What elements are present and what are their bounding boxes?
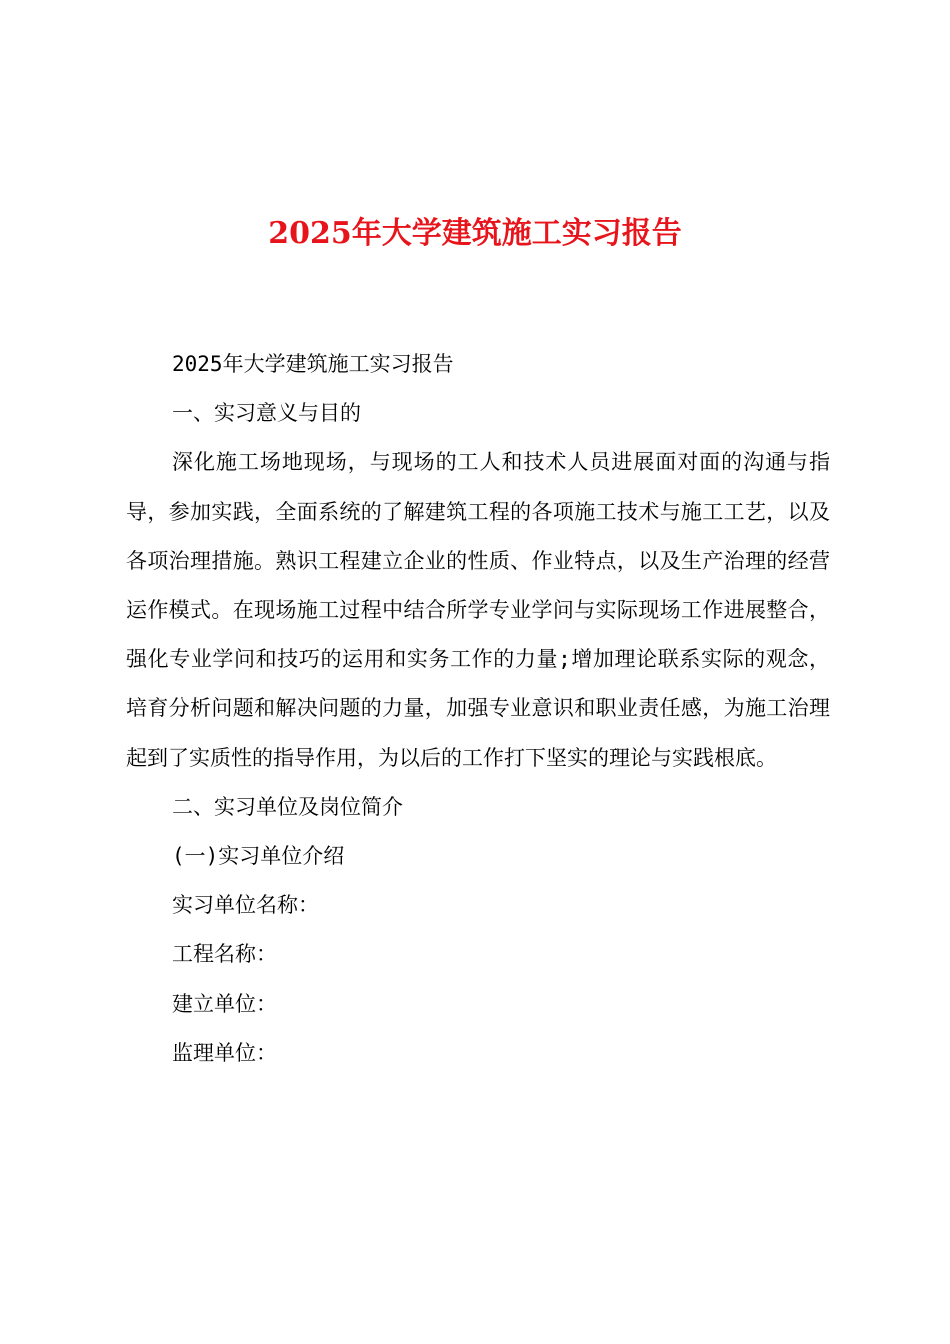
subsection-heading-unit-intro: (一)实习单位介绍 xyxy=(172,844,345,869)
field-project-name: 工程名称： xyxy=(172,942,277,967)
section-heading-purpose: 一、实习意义与目的 xyxy=(172,401,361,426)
field-supervision-unit: 监理单位： xyxy=(172,1040,277,1065)
paragraph-purpose-body: 深化施工场地现场，与现场的工人和技术人员进展面对面的沟通与指导，参加实践，全面系统的了解建筑工程的各项施工技术与施工工艺，以及各项治理措施。熟识工程建立企业的性质、作业特点，以及生产治理的经营运作模式。在现场施工过程中结合所学专业学问与实际现场工作进展整合，强化专业学问和技巧的运用和实务工作的力量;增加理论联系实际的观念，培育分析问题和解决问题的力量，加强专业意识和职业责任感，为施工治理起到了实质性的指导作用，为以后的工作打下坚实的理论与实践根底。 xyxy=(126,450,830,770)
document-body xyxy=(126,340,830,1078)
field-construction-unit: 建立单位： xyxy=(172,991,277,1016)
document-title: 2025年大学建筑施工实习报告 xyxy=(268,216,682,251)
paragraph-subtitle: 2025年大学建筑施工实习报告 xyxy=(172,352,454,376)
field-unit-name: 实习单位名称： xyxy=(172,893,319,918)
section-heading-unit: 二、实习单位及岗位简介 xyxy=(172,794,403,819)
